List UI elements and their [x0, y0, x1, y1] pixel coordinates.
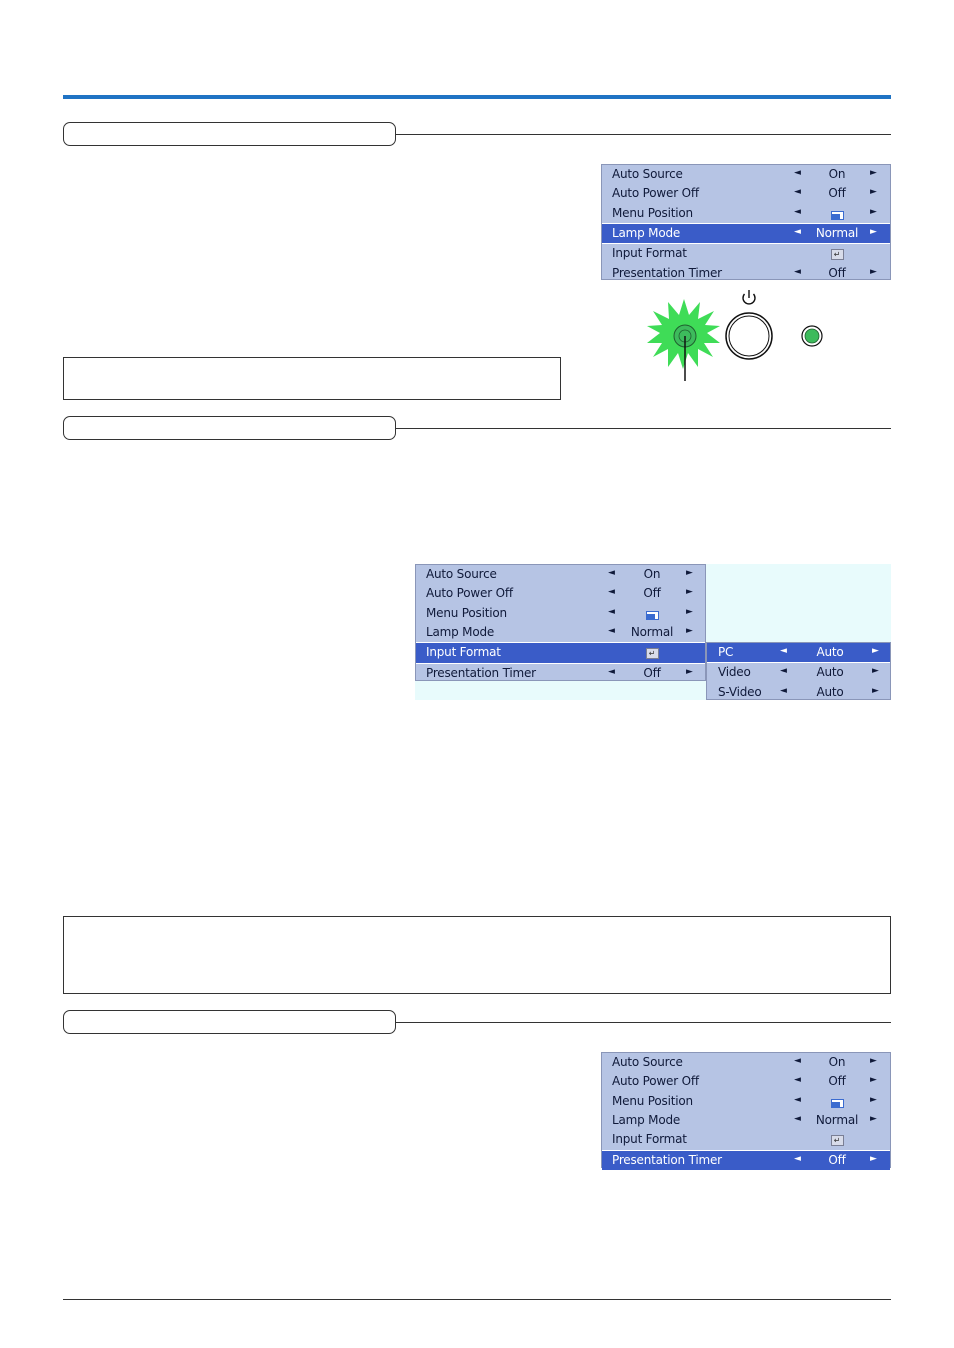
menu-row-input-format[interactable]: [602, 243, 890, 263]
menu-row-value: Normal: [815, 225, 859, 240]
menu-row-lamp-mode[interactable]: [602, 223, 890, 243]
enter-icon: ↵: [831, 249, 844, 260]
section-heading-lamp-mode: [63, 122, 396, 146]
menu-row-value: On: [643, 567, 661, 581]
left-arrow-icon[interactable]: ◄: [794, 206, 801, 217]
right-arrow-icon[interactable]: ►: [872, 685, 879, 696]
power-indicator-led-icon: [802, 326, 822, 346]
menu-row-label: Auto Source: [612, 1055, 683, 1069]
menu-row-auto-power-off[interactable]: [602, 1072, 890, 1091]
footer-rule: [63, 1299, 891, 1300]
right-arrow-icon[interactable]: ►: [872, 666, 879, 677]
right-arrow-icon[interactable]: ►: [870, 1056, 877, 1066]
right-arrow-icon[interactable]: ►: [872, 646, 879, 656]
menu-row-label: Input Format: [612, 1132, 687, 1147]
right-arrow-icon[interactable]: ►: [686, 568, 693, 578]
right-arrow-icon[interactable]: ►: [870, 1094, 877, 1105]
left-arrow-icon[interactable]: ◄: [608, 568, 615, 578]
menu-row-label: Auto Power Off: [426, 586, 513, 601]
menu-row-input-format[interactable]: [602, 1130, 890, 1149]
osd-menu-presentation-timer: [601, 1052, 891, 1168]
section-heading-presentation-timer: [63, 1010, 396, 1034]
enter-icon: ↵: [646, 648, 659, 659]
menu-row-label: Lamp Mode: [612, 225, 681, 240]
right-arrow-icon[interactable]: ►: [686, 606, 693, 617]
menu-row-auto-source[interactable]: [416, 565, 705, 584]
note-box: [63, 916, 891, 994]
submenu-row-video[interactable]: [707, 662, 890, 682]
note-box: [63, 357, 561, 400]
left-arrow-icon[interactable]: ◄: [608, 606, 615, 617]
menu-position-icon: [831, 211, 844, 220]
left-arrow-icon[interactable]: ◄: [608, 625, 615, 636]
menu-row-lamp-mode[interactable]: [416, 623, 705, 642]
menu-row-label: Presentation Timer: [426, 665, 536, 680]
menu-row-label: Auto Source: [612, 167, 683, 181]
left-arrow-icon[interactable]: ◄: [794, 1094, 801, 1105]
submenu-row-pc[interactable]: [707, 643, 890, 662]
power-button-icon: [726, 313, 772, 359]
submenu-row-value: Auto: [816, 684, 844, 699]
submenu-row-s-video[interactable]: [707, 683, 890, 702]
menu-row-value: On: [828, 167, 846, 181]
menu-row-input-format[interactable]: [416, 642, 705, 662]
right-arrow-icon[interactable]: ►: [686, 587, 693, 598]
submenu-row-value: Auto: [816, 665, 844, 680]
menu-row-label: Menu Position: [426, 605, 507, 620]
menu-row-value: Off: [828, 1152, 846, 1167]
menu-row-presentation-timer[interactable]: [602, 264, 890, 283]
right-arrow-icon[interactable]: ►: [870, 1113, 877, 1124]
left-arrow-icon[interactable]: ◄: [794, 1075, 801, 1086]
right-arrow-icon[interactable]: ►: [870, 226, 877, 237]
menu-row-label: Auto Power Off: [612, 1074, 699, 1089]
right-arrow-icon[interactable]: ►: [686, 625, 693, 636]
indicator-illustration: [640, 285, 860, 385]
menu-row-value: Normal: [630, 624, 674, 639]
menu-position-icon: [831, 1099, 844, 1108]
submenu-row-label: PC: [718, 645, 734, 659]
left-arrow-icon[interactable]: ◄: [794, 187, 801, 198]
menu-row-label: Presentation Timer: [612, 1152, 722, 1167]
menu-row-label: Auto Source: [426, 567, 497, 581]
submenu-row-value: Auto: [816, 645, 844, 659]
menu-position-icon: [646, 611, 659, 620]
left-arrow-icon[interactable]: ◄: [780, 666, 787, 677]
right-arrow-icon[interactable]: ►: [870, 266, 877, 277]
menu-row-lamp-mode[interactable]: [602, 1111, 890, 1130]
menu-row-auto-source[interactable]: [602, 1053, 890, 1072]
submenu-row-label: Video: [718, 665, 751, 680]
left-arrow-icon[interactable]: ◄: [780, 646, 787, 656]
left-arrow-icon[interactable]: ◄: [794, 1056, 801, 1066]
section-rule: [396, 1022, 891, 1023]
menu-row-label: Presentation Timer: [612, 265, 722, 280]
left-arrow-icon[interactable]: ◄: [780, 685, 787, 696]
section-heading-input-format: [63, 416, 396, 440]
menu-row-label: Auto Power Off: [612, 186, 699, 201]
left-arrow-icon[interactable]: ◄: [608, 587, 615, 598]
menu-row-value: Off: [643, 586, 661, 601]
menu-row-value: Off: [828, 1074, 846, 1089]
menu-row-label: Lamp Mode: [426, 624, 495, 639]
menu-row-presentation-timer[interactable]: [416, 663, 705, 683]
osd-menu-lamp-mode: [601, 164, 891, 280]
left-arrow-icon[interactable]: ◄: [794, 226, 801, 237]
osd-submenu-input-format: [706, 642, 891, 700]
menu-row-presentation-timer[interactable]: [602, 1150, 890, 1170]
menu-row-label: Menu Position: [612, 1093, 693, 1108]
right-arrow-icon[interactable]: ►: [870, 1075, 877, 1086]
right-arrow-icon[interactable]: ►: [870, 1153, 877, 1164]
left-arrow-icon[interactable]: ◄: [794, 1113, 801, 1124]
left-arrow-icon[interactable]: ◄: [794, 266, 801, 277]
menu-row-value: Off: [828, 265, 846, 280]
enter-icon: ↵: [831, 1135, 844, 1146]
right-arrow-icon[interactable]: ►: [870, 206, 877, 217]
menu-row-value: Normal: [815, 1112, 859, 1127]
menu-row-menu-position[interactable]: [602, 204, 890, 223]
menu-row-label: Menu Position: [612, 205, 693, 220]
menu-row-value: On: [828, 1055, 846, 1069]
menu-row-auto-power-off[interactable]: [602, 184, 890, 203]
right-arrow-icon[interactable]: ►: [870, 168, 877, 178]
section-rule: [396, 134, 891, 135]
osd-menu-input-format: [415, 564, 706, 681]
right-arrow-icon[interactable]: ►: [686, 666, 693, 677]
menu-row-value: Off: [828, 186, 846, 201]
lamp-indicator-led-icon: [647, 299, 720, 381]
left-arrow-icon[interactable]: ◄: [608, 666, 615, 677]
power-icon: [743, 290, 755, 304]
menu-row-label: Input Format: [426, 645, 501, 660]
left-arrow-icon[interactable]: ◄: [794, 1153, 801, 1164]
header-rule: [63, 95, 891, 99]
right-arrow-icon[interactable]: ►: [870, 187, 877, 198]
menu-row-label: Input Format: [612, 246, 687, 261]
section-rule: [396, 428, 891, 429]
left-arrow-icon[interactable]: ◄: [794, 168, 801, 178]
menu-row-menu-position[interactable]: [602, 1092, 890, 1111]
submenu-row-label: S-Video: [718, 684, 762, 699]
menu-row-auto-source[interactable]: [602, 165, 890, 184]
menu-row-auto-power-off[interactable]: [416, 584, 705, 603]
menu-row-menu-position[interactable]: [416, 604, 705, 623]
menu-row-value: Off: [643, 665, 661, 680]
menu-row-label: Lamp Mode: [612, 1112, 681, 1127]
